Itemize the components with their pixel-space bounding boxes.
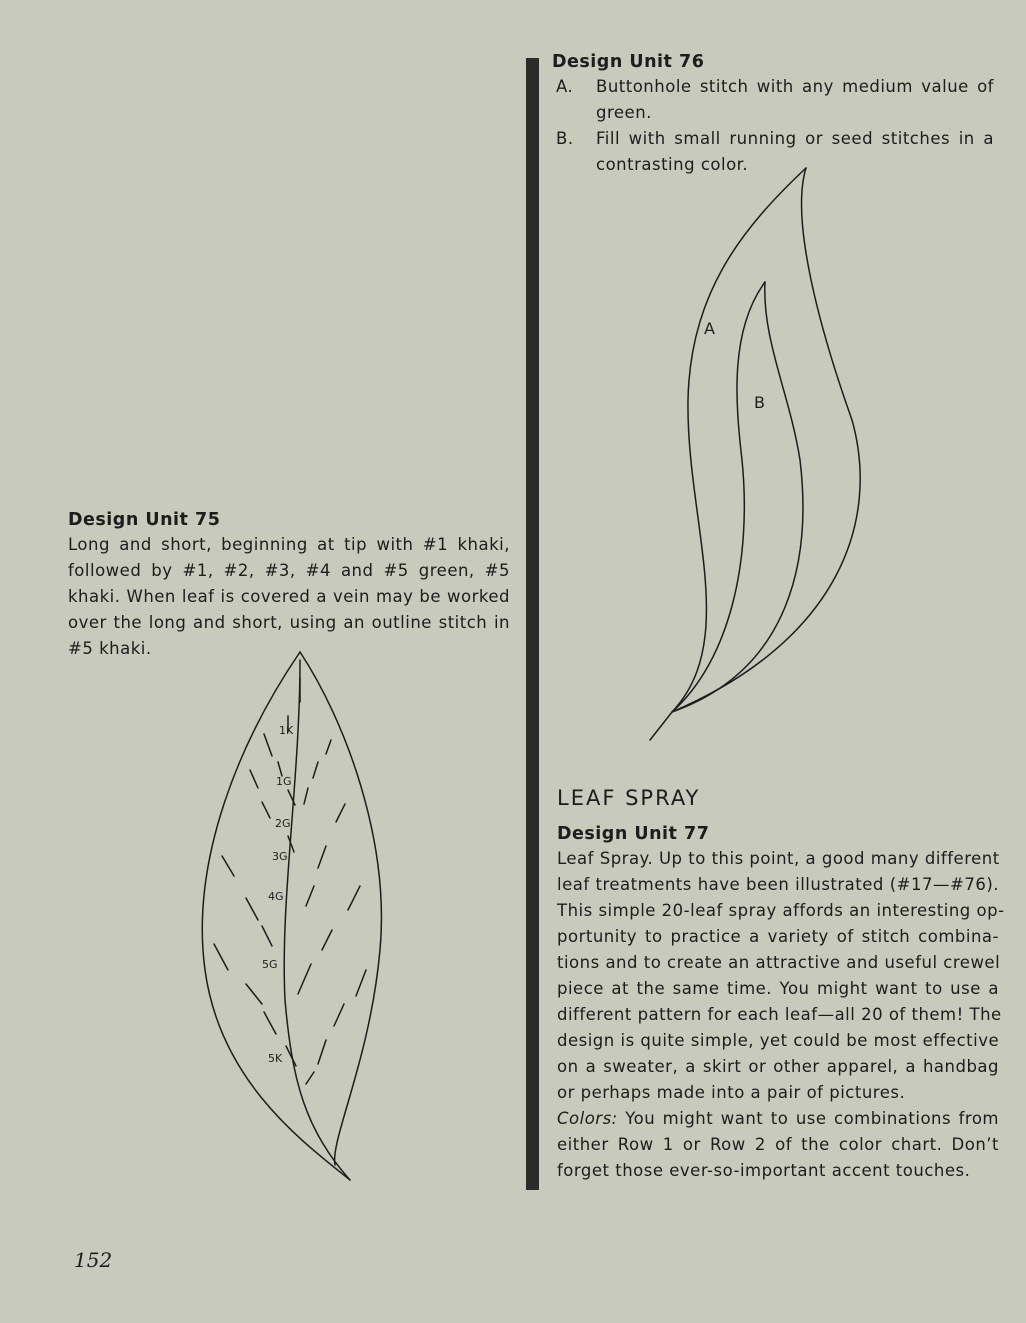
page-number: 152 xyxy=(74,1248,113,1272)
text-line: Long and short, beginning at tip with #1 khaki, xyxy=(68,535,510,554)
item-b-line: Fill with small running or seed stitches in a xyxy=(596,129,994,148)
stitch-mark xyxy=(318,846,326,868)
stitch-mark xyxy=(250,770,258,788)
stitch-mark xyxy=(306,1072,314,1084)
stitch-mark xyxy=(264,1012,276,1034)
stitch-mark xyxy=(356,970,366,996)
stitch-mark xyxy=(304,788,308,804)
leaf-76-label-a: A xyxy=(704,319,715,338)
text-line: Leaf Spray. Up to this point, a good many different xyxy=(557,849,1000,868)
stitch-label-1k: 1K xyxy=(279,724,294,737)
text-line: followed by #1, #2, #3, #4 and #5 green, #5 xyxy=(68,561,510,580)
stitch-mark xyxy=(278,762,282,776)
item-a-line: green. xyxy=(596,103,652,122)
stitch-mark xyxy=(318,1040,326,1064)
text-line: over the long and short, using an outline stitch in xyxy=(68,613,510,632)
text-line: design is quite simple, yet could be most effective xyxy=(557,1031,1000,1050)
stitch-mark xyxy=(322,930,332,950)
stitch-mark xyxy=(334,1004,344,1026)
section-title: LEAF SPRAY xyxy=(557,786,701,810)
stitch-mark xyxy=(246,898,258,920)
unit-76-title: Design Unit 76 xyxy=(552,52,705,72)
stitch-mark xyxy=(313,762,318,778)
stitch-mark xyxy=(262,926,272,946)
item-b-marker: B. xyxy=(556,129,574,148)
stitch-label-4g: 4G xyxy=(268,890,284,903)
leaf-75-vein xyxy=(284,660,350,1180)
text-line: khaki. When leaf is covered a vein may be worked xyxy=(68,587,510,606)
stitch-mark xyxy=(264,734,272,756)
unit-77-title: Design Unit 77 xyxy=(557,824,710,844)
stitch-label-3g: 3G xyxy=(272,850,288,863)
stitch-mark xyxy=(214,944,228,970)
text-line: This simple 20-leaf spray affords an interesting op- xyxy=(557,901,1005,920)
item-b-line: contrasting color. xyxy=(596,155,749,174)
stitch-mark xyxy=(246,984,262,1004)
stitch-label-2g: 2G xyxy=(275,817,291,830)
stitch-mark xyxy=(298,964,311,994)
text-line: portunity to practice a variety of stitch combina- xyxy=(557,927,999,946)
text-line: on a sweater, a skirt or other apparel, a handbag xyxy=(557,1057,999,1076)
stitch-label-1g: 1G xyxy=(276,775,292,788)
item-a-marker: A. xyxy=(556,77,574,96)
text-line: or perhaps made into a pair of pictures. xyxy=(557,1083,906,1102)
stitch-mark xyxy=(306,886,314,906)
leaf-75-left-edge xyxy=(202,652,350,1180)
text-line: #5 khaki. xyxy=(68,639,152,658)
text-line: different pattern for each leaf—all 20 of them! The xyxy=(557,1005,1002,1024)
stitch-mark xyxy=(262,802,270,818)
leaf-75-right-edge xyxy=(300,652,381,1165)
stitch-label-5k: 5K xyxy=(268,1052,283,1065)
stitch-mark xyxy=(222,856,234,876)
unit-75-title: Design Unit 75 xyxy=(68,510,221,530)
item-a-line: Buttonhole stitch with any medium value of xyxy=(596,77,994,96)
text-line: piece at the same time. You might want to use a xyxy=(557,979,999,998)
stitch-mark xyxy=(336,804,345,822)
stitch-label-5g: 5G xyxy=(262,958,278,971)
colors-label: Colors: xyxy=(557,1109,618,1128)
leaf-76-label-b: B xyxy=(754,393,765,412)
text-line: leaf treatments have been illustrated (#17—#76). xyxy=(557,875,999,894)
stitch-mark xyxy=(326,740,331,754)
text-line: either Row 1 or Row 2 of the color chart. Don’t xyxy=(557,1135,999,1154)
text-line: tions and to create an attractive and useful crewel xyxy=(557,953,1001,972)
stitch-mark xyxy=(348,886,360,910)
leaf-75-stitch-marks xyxy=(214,678,366,1084)
colors-text: You might want to use combinations from xyxy=(625,1109,999,1128)
text-line: forget those ever-so-important accent touches. xyxy=(557,1161,971,1180)
